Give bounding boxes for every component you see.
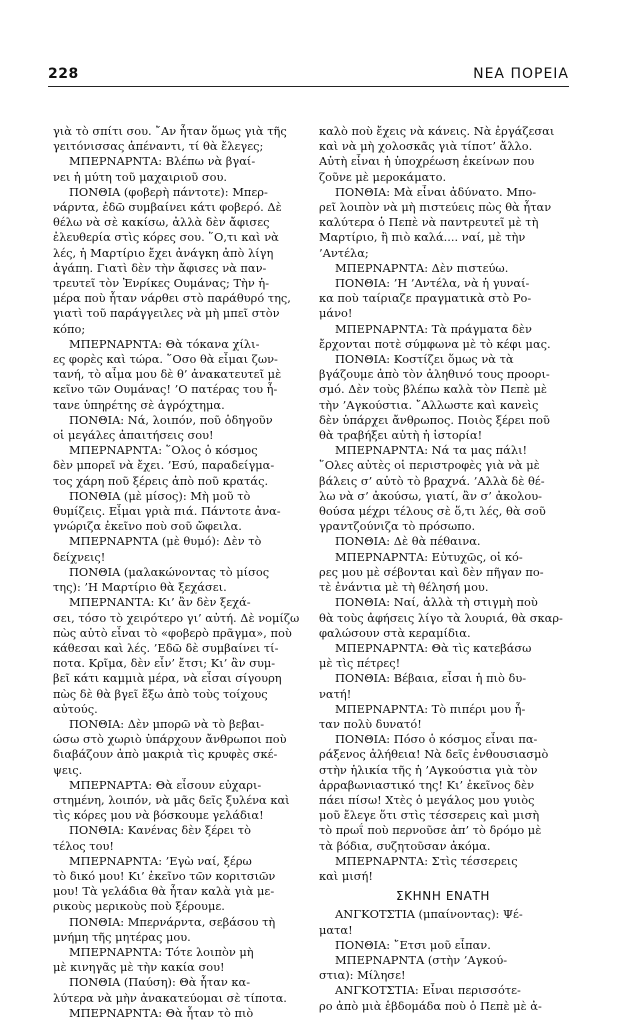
- text-line: ΠΟΝΘΙΑ: Δὲ θὰ πέθαινα.: [335, 534, 481, 549]
- text-line: ΜΠΕΡΝΑΡΝΤΑ (μὲ θυμό): Δὲν τὸ: [69, 534, 262, 549]
- text-line: γειτόνισσας ἀπέναντι, τί θὰ ἔλεγες;: [53, 139, 264, 154]
- text-line: καὶ μισή!: [319, 868, 373, 883]
- text-line: μὲ τὶς πέτρες!: [319, 656, 401, 671]
- text-line: θούσα μέχρι τέλους σὲ ὅ,τι λές, θὰ σοῦ: [319, 504, 546, 519]
- text-line: τανή, τὸ αἷμα μου δὲ θ’ ἀνακατευτεῖ μὲ: [53, 367, 282, 382]
- text-line: τὶς κόρες μου νὰ βόσκουμε γελάδια!: [53, 808, 264, 823]
- text-line: μοῦ ἔλεγε ὅτι στὶς τέσσερεις καὶ μισὴ: [319, 808, 540, 823]
- text-line: ΠΟΝΘΙΑ (μὲ μίσος): Μὴ μοῦ τὸ: [69, 488, 251, 503]
- text-line: ΜΠΕΡΝΑΡΝΤΑ: Στὶς τέσσερεις: [335, 853, 518, 868]
- text-line: ΠΟΝΘΙΑ: Βέβαια, εἶσαι ἡ πιὸ δυ-: [335, 671, 527, 686]
- text-line: κα ποὺ ταίριαζε πραγματικὰ στὸ Ρο-: [319, 291, 532, 306]
- text-line: ΠΟΝΘΙΑ (φοβερὴ πάντοτε): Μπερ-: [69, 184, 268, 199]
- text-line: λω νὰ σ’ ἀκούσω, γιατί, ἂν σ’ ἀκολου-: [319, 488, 543, 503]
- text-line: ΜΠΕΡΝΑΡΝΤΑ: Δὲν πιστεύω.: [335, 260, 509, 275]
- text-line: βγάζουμε ἀπὸ τὸν ἀληθινό τους προορι-: [319, 367, 550, 382]
- right-column-text: [319, 124, 567, 884]
- text-line: τὸ δικό μου! Κι’ ἐκεῖνο τῶν κοριτσιῶν: [53, 868, 276, 883]
- text-line: ἀρραβωνιαστικό της! Κι’ ἐκεῖνος δὲν: [319, 777, 535, 792]
- text-line: κάθεσαι καὶ λές. ’Εδῶ δὲ συμβαίνει τί-: [53, 640, 279, 655]
- text-line: σει, τόσο τὸ χειρότερο γι’ αὐτή. Δὲ νομίζω: [53, 610, 300, 625]
- text-line: μου! Τὰ γελάδια θὰ ἦταν καλὰ γιὰ με-: [53, 884, 275, 899]
- text-line: ρικοὺς μερικοὺς ποὺ ξέρουμε.: [53, 899, 225, 914]
- text-line: ΜΠΕΡΝΑΡΝΤΑ: Βλέπω νὰ βγαί-: [69, 154, 256, 169]
- text-line: τος χάρη ποῦ ξέρεις ἀπὸ ποῦ κρατάς.: [53, 473, 269, 488]
- text-line: ΜΠΕΡΝΑΡΝΤΑ (στὴν ’Αγκού-: [335, 952, 508, 967]
- left-column: [53, 124, 301, 1021]
- text-line: ῞Ολες αὐτὲς οἱ περιστροφὲς γιὰ νὰ μὲ: [319, 458, 540, 473]
- text-line: ΠΟΝΘΙΑ: ῎Ετσι μοῦ εἶπαν.: [335, 937, 491, 952]
- text-line: στημένη, λοιπόν, νὰ μᾶς δεῖς ξυλένα καὶ: [53, 792, 290, 807]
- text-line: λύτερα νὰ μὴν ἀνακατεύομαι σὲ τίποτα.: [53, 990, 287, 1005]
- text-line: ΜΠΕΡΝΑΡΝΤΑ: ῞Ολος ὁ κόσμος: [69, 443, 258, 458]
- text-line: διαβάζουν ἀπὸ μακριὰ τὶς κρυφὲς σκέ-: [53, 747, 278, 762]
- text-line: τὰ βόδια, συζητοῦσαν ἀκόμα.: [319, 838, 491, 853]
- text-line: βεῖ κάτι καμμιὰ μέρα, νὰ εἶσαι σίγουρη: [53, 671, 282, 686]
- text-line: ΠΟΝΘΙΑ: ’Η ’Αντέλα, νὰ ἡ γυναί-: [335, 276, 530, 291]
- text-line: ρεῖ λοιπὸν νὰ μὴ πιστεύεις πὼς θὰ ἦταν: [319, 200, 552, 215]
- text-line: σμό. Δὲν τοὺς βλέπω καλὰ τὸν Πεπὲ μὲ: [319, 382, 547, 397]
- text-line: φαλώσουν στὰ κεραμίδια.: [319, 625, 471, 640]
- text-line: Αὐτὴ εἶναι ἡ ὑποχρέωση ἐκείνων που: [319, 154, 535, 169]
- text-line: πὼς δὲ θὰ βγεῖ ἔξω ἀπὸ τοὺς τοίχους: [53, 686, 268, 701]
- text-line: ες φορὲς καὶ τώρα. ῞Οσο θὰ εἶμαι ζων-: [53, 352, 278, 367]
- text-line: ΜΠΕΡΝΑΡΝΤΑ: Θὰ ἦταν τὸ πιὸ: [69, 1005, 254, 1020]
- text-line: ΠΟΝΘΙΑ: Πόσο ὁ κόσμος εἶναι πα-: [335, 732, 538, 747]
- text-line: λές, ἡ Μαρτίριο ἔχει ἀνάγκη ἀπὸ λίγη: [53, 245, 274, 260]
- text-line: γραντζούνιζα τὸ πρόσωπο.: [319, 519, 476, 534]
- text-line: της): ’Η Μαρτίριο θὰ ξεχάσει.: [53, 580, 227, 595]
- text-line: ΑΝΓΚΟΤΣΤΙΑ: Εἶναι περισσότε-: [335, 983, 521, 998]
- text-line: ζοῦνε μὲ μεροκάματο.: [319, 169, 447, 184]
- text-line: δείχνεις!: [53, 549, 106, 564]
- text-line: ΜΠΕΡΝΑΡΝΤΑ: Εὐτυχῶς, οἱ κό-: [335, 549, 523, 564]
- text-line: πὼς αὐτὸ εἶναι τὸ «φοβερὸ πρᾶγμα», ποὺ: [53, 625, 292, 640]
- text-line: νάρντα, ἐδῶ συμβαίνει κάτι φοβερό. Δὲ: [53, 200, 282, 215]
- text-line: μάνο!: [319, 306, 353, 321]
- text-line: ρο ἀπὸ μιὰ ἑβδομάδα ποὺ ὁ Πεπὲ μὲ ἀ-: [319, 998, 542, 1013]
- text-line: ΠΟΝΘΙΑ: Μὰ εἶναι ἀδύνατο. Μπο-: [335, 184, 537, 199]
- text-line: ΜΠΕΡΝΑΡΝΤΑ: Τὸ πιπέρι μου ἦ-: [335, 701, 526, 716]
- page-header: [48, 66, 569, 87]
- text-line: καὶ νὰ μὴ χολοσκᾶς γιὰ τίποτ’ ἄλλο.: [319, 139, 533, 154]
- text-line: πάει πίσω! Χτὲς ὁ μεγάλος μου γυιὸς: [319, 792, 535, 807]
- text-line: ΜΠΕΡΝΑΡΝΤΑ: ’Εγὼ ναί, ξέρω: [69, 853, 252, 868]
- text-line: ψεις.: [53, 762, 83, 777]
- text-line: ’Αντέλα;: [319, 245, 369, 260]
- text-line: δὲν ὑπάρχει ἄνθρωπος. Ποιὸς ξέρει ποῦ: [319, 412, 550, 427]
- text-line: ἀγάπη. Γιατὶ δὲν τὴν ἄφισες νὰ παν-: [53, 260, 267, 275]
- text-line: τρευτεῖ τὸν Ἐνρίκες Ουμάνας; Τὴν ἡ-: [53, 276, 270, 291]
- text-line: ρες μου μὲ σέβονται καὶ δὲν πῆγαν πο-: [319, 564, 544, 579]
- text-line: ΠΟΝΘΙΑ (μαλακώνοντας τὸ μίσος: [69, 564, 270, 579]
- text-line: ΜΠΕΡΝΑΡΝΤΑ: Θὰ τόκανα χίλι-: [69, 336, 260, 351]
- running-title: ΝΕΑ ΠΟΡΕΙΑ: [473, 66, 569, 82]
- text-line: γιὰ τὸ σπίτι σου. ῎Αν ἦταν ὅμως γιὰ τῆς: [53, 124, 287, 138]
- text-line: καλύτερα ὁ Πεπὲ νὰ παντρευτεῖ μὲ τὴ: [319, 215, 539, 230]
- text-line: μνήμη τῆς μητέρας μου.: [53, 929, 191, 944]
- text-line: μέρα ποὺ ἦταν νάρθει στὸ παράθυρό της,: [53, 291, 291, 306]
- text-line: ΜΠΕΡΝΑΡΝΤΑ: Τὰ πράγματα δὲν: [335, 321, 532, 336]
- text-line: νει ἡ μύτη τοῦ μαχαιριοῦ σου.: [53, 169, 228, 184]
- text-line: Μαρτίριο, ἢ πιὸ καλά.... ναί, μὲ τὴν: [319, 230, 526, 245]
- text-line: ματα!: [319, 922, 353, 937]
- text-line: καλὸ ποὺ ἔχεις νὰ κάνεις. Νὰ ἐργάζεσαι: [319, 124, 555, 138]
- page-number: 228: [48, 66, 79, 82]
- text-line: κόπο;: [53, 321, 86, 336]
- text-line: ράξενος ἀλήθεια! Νὰ δεῖς ἐνθουσιασμὸ: [319, 747, 549, 762]
- text-line: αὐτούς.: [53, 701, 98, 716]
- text-line: ΜΠΕΡΝΑΝΤΑ: Κι’ ἂν δὲν ξεχά-: [69, 595, 251, 610]
- text-line: ταν πολὺ δυνατό!: [319, 716, 422, 731]
- text-line: βάλεις σ’ αὐτὸ τὸ βραχνά. ’Αλλὰ δὲ θέ-: [319, 473, 545, 488]
- text-line: τέλος του!: [53, 838, 114, 853]
- text-line: θὰ τοὺς ἀφήσεις λίγο τὰ λουριά, θὰ σκαρ-: [319, 610, 563, 625]
- text-line: ώσω στὸ χωριὸ ὑπάρχουν ἄνθρωποι ποὺ: [53, 732, 287, 747]
- text-line: τὴν ’Αγκούστια. ῎Αλλωστε καὶ κανεὶς: [319, 397, 539, 412]
- right-column: [319, 124, 567, 1014]
- text-line: ΠΟΝΘΙΑ: Νά, λοιπόν, ποῦ ὁδηγοῦν: [69, 412, 273, 427]
- text-line: ΠΟΝΘΙΑ: Κοστίζει ὅμως νὰ τὰ: [335, 352, 514, 367]
- text-line: τὸ πρωΐ ποὺ περνοῦσε ἀπ’ τὸ δρόμο μὲ: [319, 823, 542, 838]
- text-line: γνώριζα ἐκεῖνο ποὺ σοῦ ὤφειλα.: [53, 519, 242, 534]
- text-line: οἱ μεγάλες ἀπαιτήσεις σου!: [53, 428, 214, 443]
- text-line: τὲ ἐνάντια μὲ τὴ θέλησή μου.: [319, 580, 489, 595]
- text-line: ΜΠΕΡΝΑΡΝΤΑ: Τότε λοιπὸν μὴ: [69, 944, 254, 959]
- text-line: ἐλευθερία στὶς κόρες σου. ῞Ο,τι καὶ νὰ: [53, 230, 279, 245]
- text-line: θυμίζεις. Εἶμαι γριὰ πιά. Πάντοτε ἀνα-: [53, 504, 281, 519]
- text-line: θέλω νὰ σὲ κακίσω, ἀλλὰ δὲν ἄφισες: [53, 215, 270, 230]
- text-line: στια): Μίλησε!: [319, 968, 406, 983]
- text-line: θὰ τραβήξει αὐτὴ ἡ ἱστορία!: [319, 428, 483, 443]
- text-line: ΜΠΕΡΝΑΡΝΤΑ: Θὰ τὶς κατεβάσω: [335, 640, 532, 655]
- text-line: τανε ὑπηρέτης σὲ ἀγρόχτημα.: [53, 397, 225, 412]
- text-line: ΑΝΓΚΟΤΣΤΙΑ (μπαίνοντας): Ψέ-: [335, 907, 523, 922]
- text-line: μὲ κινηγᾶς μὲ τὴν κακία σου!: [53, 960, 225, 975]
- text-line: ΜΠΕΡΝΑΡΝΤΑ: Νά τα μας πάλι!: [335, 443, 528, 458]
- text-line: δὲν μπορεῖ νὰ ἔχει. ’Εσύ, παραδείγμα-: [53, 458, 275, 473]
- text-line: νατή!: [319, 686, 352, 701]
- text-line: ΠΟΝΘΙΑ: Δὲν μπορῶ νὰ τὸ βεβαι-: [69, 716, 265, 731]
- text-line: ΜΠΕΡΝΑΡΤΑ: Θὰ εἶσουν εὐχαρι-: [69, 777, 262, 792]
- text-line: ἔρχονται ποτὲ σύμφωνα μὲ τὸ κέφι μας.: [319, 336, 551, 351]
- text-line: στὴν ἡλικία τῆς ἡ ’Αγκούστια γιὰ τὸν: [319, 762, 538, 777]
- text-line: κεῖνο τῶν Ουμάνας! ’Ο πατέρας του ἦ-: [53, 382, 278, 397]
- scene-heading: ΣΚΗΝΗ ΕΝΑΤΗ: [395, 889, 490, 904]
- text-line: ΠΟΝΘΙΑ: Μπερνάρντα, σεβάσου τὴ: [69, 914, 276, 929]
- text-line: ΠΟΝΘΙΑ: Κανένας δὲν ξέρει τὸ: [69, 823, 251, 838]
- text-line: ποτα. Κρῖμα, δὲν εἶν’ ἔτσι; Κι’ ἂν συμ-: [53, 656, 276, 671]
- text-line: γιατὶ τοῦ παράγγειλες νὰ μὴ μπεῖ στὸν: [53, 306, 280, 321]
- text-line: ΠΟΝΘΙΑ: Ναί, ἀλλὰ τὴ στιγμὴ ποὺ: [335, 595, 538, 610]
- right-column-text-continued: [319, 907, 567, 1013]
- text-line: ΠΟΝΘΙΑ (Παύση): Θὰ ἦταν κα-: [69, 975, 251, 990]
